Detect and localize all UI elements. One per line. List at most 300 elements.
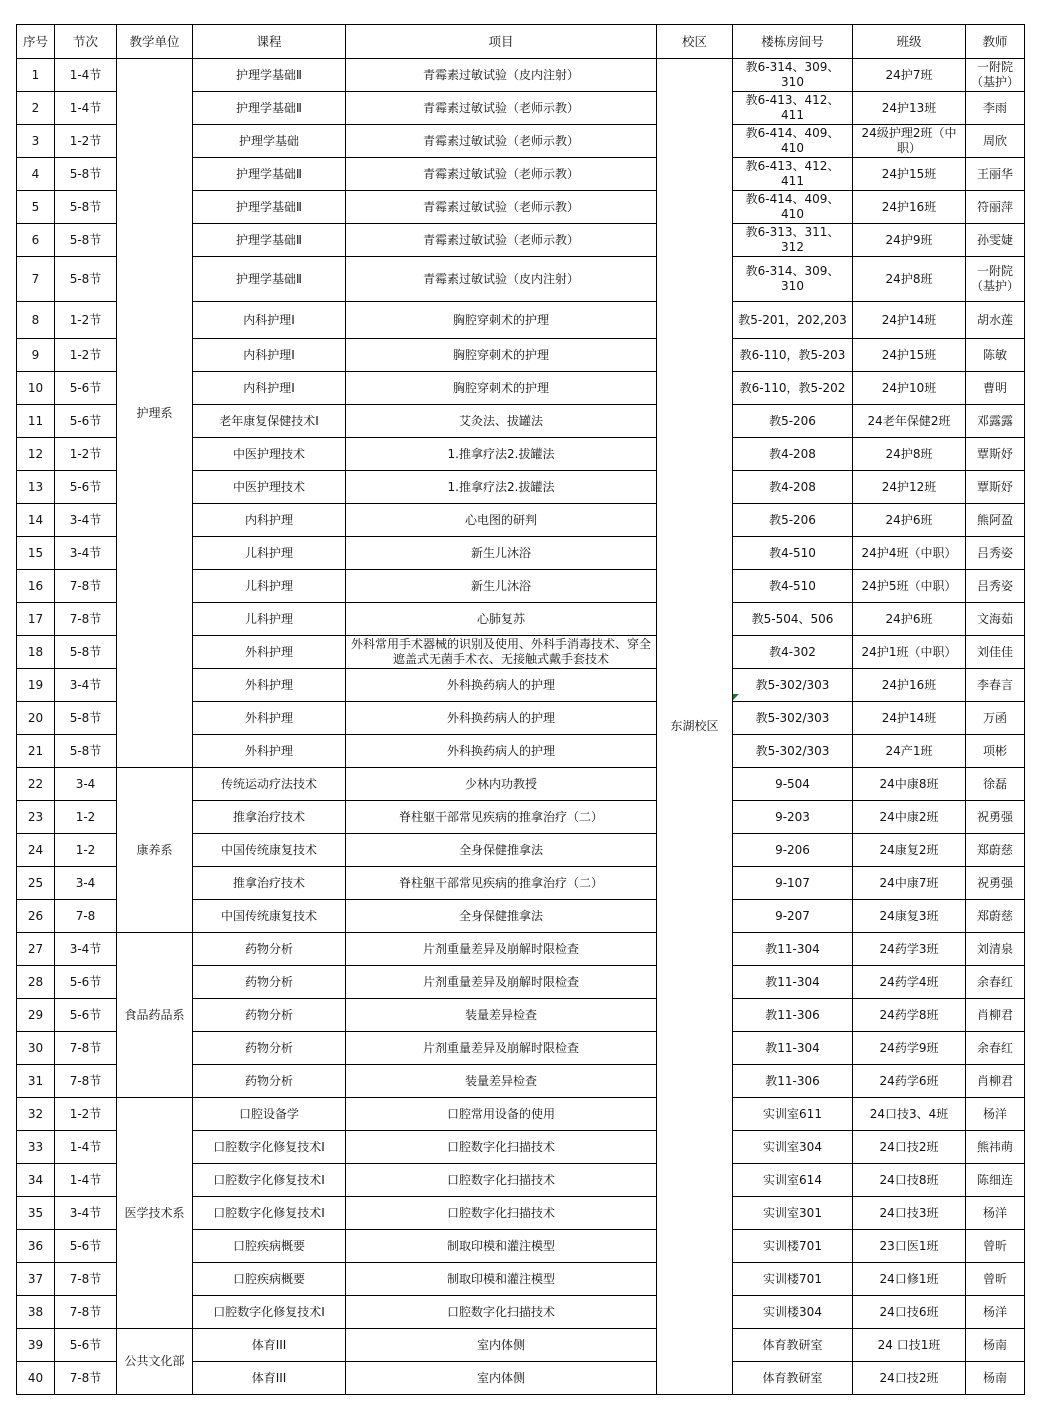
row-no-cell: 11 [17,405,55,438]
room-cell: 教5-504、506 [733,603,853,636]
course-cell: 内科护理I [193,372,346,405]
table-row [17,933,1025,966]
row-no-cell: 31 [17,1065,55,1098]
class-cell: 24护15班 [853,339,966,372]
course-cell: 护理学基础Ⅱ [193,92,346,125]
teacher-cell: 文海茹 [966,603,1025,636]
period-cell: 5-6节 [55,1329,117,1362]
teacher-cell: 肖柳君 [966,1065,1025,1098]
room-cell: 体育教研室 [733,1329,853,1362]
period-cell: 1-2 [55,834,117,867]
table-row [17,1098,1025,1131]
class-cell: 24护10班 [853,372,966,405]
course-cell: 内科护理 [193,504,346,537]
course-cell: 儿科护理 [193,603,346,636]
row-no-cell: 17 [17,603,55,636]
class-cell: 24护8班 [853,438,966,471]
teacher-cell: 祝勇强 [966,867,1025,900]
item-cell: 1.推拿疗法2.拔罐法 [346,438,657,471]
room-cell: 教6-110，教5-202 [733,372,853,405]
course-cell: 内科护理I [193,302,346,339]
unit-cell: 康养系 [117,768,193,933]
item-cell: 心肺复苏 [346,603,657,636]
room-cell: 教11-304 [733,966,853,999]
class-cell: 24护16班 [853,191,966,224]
teacher-cell: 曾昕 [966,1263,1025,1296]
class-cell: 24护5班（中职） [853,570,966,603]
table-row [17,1329,1025,1362]
teacher-cell: 覃斯妤 [966,471,1025,504]
header-campus: 校区 [657,25,733,59]
class-cell: 24中康7班 [853,867,966,900]
room-cell: 教5-302/303 [733,669,853,702]
room-cell: 9-207 [733,900,853,933]
class-cell: 24药学6班 [853,1065,966,1098]
row-no-cell: 1 [17,59,55,92]
teacher-cell: 一附院（基护） [966,257,1025,302]
period-cell: 7-8节 [55,1065,117,1098]
item-cell: 口腔常用设备的使用 [346,1098,657,1131]
room-cell: 教11-306 [733,999,853,1032]
teacher-cell: 杨洋 [966,1197,1025,1230]
room-cell: 教6-413、412、411 [733,92,853,125]
row-no-cell: 14 [17,504,55,537]
course-cell: 护理学基础Ⅱ [193,158,346,191]
row-no-cell: 23 [17,801,55,834]
room-cell: 教5-206 [733,504,853,537]
row-no-cell: 32 [17,1098,55,1131]
class-cell: 24康复2班 [853,834,966,867]
row-no-cell: 21 [17,735,55,768]
teacher-cell: 熊阿盈 [966,504,1025,537]
item-cell: 装量差异检查 [346,999,657,1032]
item-cell: 全身保健推拿法 [346,834,657,867]
item-cell: 青霉素过敏试验（老师示教） [346,191,657,224]
teacher-cell: 肖柳君 [966,999,1025,1032]
class-cell: 24护4班（中职） [853,537,966,570]
header-row [17,25,1025,59]
period-cell: 7-8节 [55,1263,117,1296]
period-cell: 7-8节 [55,1296,117,1329]
room-cell: 教6-110，教5-203 [733,339,853,372]
teacher-cell: 孙雯婕 [966,224,1025,257]
item-cell: 胸腔穿刺术的护理 [346,372,657,405]
course-cell: 推拿治疗技术 [193,867,346,900]
row-no-cell: 2 [17,92,55,125]
teacher-cell: 郑蔚慈 [966,834,1025,867]
item-cell: 外科换药病人的护理 [346,702,657,735]
teacher-cell: 杨南 [966,1329,1025,1362]
row-no-cell: 16 [17,570,55,603]
period-cell: 1-2 [55,801,117,834]
period-cell: 7-8 [55,900,117,933]
class-cell: 24护12班 [853,471,966,504]
period-cell: 5-8节 [55,191,117,224]
header-no: 序号 [17,25,55,59]
course-cell: 口腔疾病概要 [193,1230,346,1263]
class-cell: 24护1班（中职） [853,636,966,669]
period-cell: 5-6节 [55,999,117,1032]
teacher-cell: 熊祎萌 [966,1131,1025,1164]
course-cell: 外科护理 [193,669,346,702]
row-no-cell: 28 [17,966,55,999]
room-cell: 教5-201，202,203 [733,302,853,339]
course-cell: 护理学基础Ⅱ [193,257,346,302]
class-cell: 24康复3班 [853,900,966,933]
teacher-cell: 刘清泉 [966,933,1025,966]
item-cell: 片剂重量差异及崩解时限检查 [346,966,657,999]
teacher-cell: 杨洋 [966,1296,1025,1329]
item-cell: 新生儿沐浴 [346,537,657,570]
item-cell: 艾灸法、拔罐法 [346,405,657,438]
course-cell: 药物分析 [193,1065,346,1098]
cell-comment-marker [733,694,739,700]
period-cell: 5-8节 [55,224,117,257]
teacher-cell: 徐磊 [966,768,1025,801]
row-no-cell: 40 [17,1362,55,1395]
room-cell: 教6-314、309、310 [733,257,853,302]
item-cell: 青霉素过敏试验（老师示教） [346,224,657,257]
item-cell: 装量差异检查 [346,1065,657,1098]
row-no-cell: 37 [17,1263,55,1296]
course-cell: 中医护理技术 [193,438,346,471]
course-cell: 口腔数字化修复技术I [193,1131,346,1164]
period-cell: 5-8节 [55,636,117,669]
course-cell: 护理学基础 [193,125,346,158]
header-item: 项目 [346,25,657,59]
course-cell: 外科护理 [193,636,346,669]
item-cell: 外科常用手术器械的识别及使用、外科手消毒技术、穿全遮盖式无菌手术衣、无接触式戴手套技术 [346,636,657,669]
class-cell: 24护16班 [853,669,966,702]
table-body [17,59,1025,1395]
item-cell: 胸腔穿刺术的护理 [346,302,657,339]
course-cell: 口腔数字化修复技术I [193,1197,346,1230]
room-cell: 教4-510 [733,537,853,570]
room-cell: 9-504 [733,768,853,801]
class-cell: 24口技3班 [853,1197,966,1230]
row-no-cell: 39 [17,1329,55,1362]
item-cell: 青霉素过敏试验（皮内注射） [346,59,657,92]
course-cell: 老年康复保健技术I [193,405,346,438]
row-no-cell: 24 [17,834,55,867]
period-cell: 5-6节 [55,372,117,405]
course-cell: 药物分析 [193,933,346,966]
room-cell: 实训室304 [733,1131,853,1164]
room-cell: 教4-302 [733,636,853,669]
room-cell: 教4-510 [733,570,853,603]
row-no-cell: 38 [17,1296,55,1329]
room-cell: 教6-413、412、411 [733,158,853,191]
table-row [17,768,1025,801]
row-no-cell: 8 [17,302,55,339]
class-cell: 24口技3、4班 [853,1098,966,1131]
course-cell: 体育III [193,1362,346,1395]
course-cell: 传统运动疗法技术 [193,768,346,801]
room-cell: 实训室614 [733,1164,853,1197]
teacher-cell: 一附院（基护） [966,59,1025,92]
period-cell: 3-4 [55,768,117,801]
room-cell: 教4-208 [733,471,853,504]
teacher-cell: 余春红 [966,1032,1025,1065]
row-no-cell: 36 [17,1230,55,1263]
teacher-cell: 李雨 [966,92,1025,125]
table-row [17,59,1025,92]
period-cell: 5-8节 [55,257,117,302]
item-cell: 新生儿沐浴 [346,570,657,603]
item-cell: 室内体侧 [346,1329,657,1362]
row-no-cell: 5 [17,191,55,224]
class-cell: 24中康8班 [853,768,966,801]
room-cell: 教11-304 [733,1032,853,1065]
teacher-cell: 邓露露 [966,405,1025,438]
teacher-cell: 李春言 [966,669,1025,702]
room-cell: 9-206 [733,834,853,867]
row-no-cell: 27 [17,933,55,966]
period-cell: 1-4节 [55,1131,117,1164]
teacher-cell: 郑蔚慈 [966,900,1025,933]
teacher-cell: 陈细连 [966,1164,1025,1197]
teacher-cell: 覃斯妤 [966,438,1025,471]
course-cell: 口腔数字化修复技术I [193,1296,346,1329]
period-cell: 1-2节 [55,1098,117,1131]
room-cell: 教6-314、309、310 [733,59,853,92]
unit-cell: 医学技术系 [117,1098,193,1329]
row-no-cell: 3 [17,125,55,158]
unit-cell: 食品药品系 [117,933,193,1098]
class-cell: 24老年保健2班 [853,405,966,438]
class-cell: 24口技2班 [853,1131,966,1164]
course-cell: 护理学基础Ⅱ [193,59,346,92]
class-cell: 24药学8班 [853,999,966,1032]
item-cell: 外科换药病人的护理 [346,669,657,702]
period-cell: 3-4节 [55,537,117,570]
class-cell: 24级护理2班（中职） [853,125,966,158]
class-cell: 24药学4班 [853,966,966,999]
teacher-cell: 万函 [966,702,1025,735]
room-cell: 教11-304 [733,933,853,966]
item-cell: 少林内功教授 [346,768,657,801]
teacher-cell: 祝勇强 [966,801,1025,834]
period-cell: 3-4节 [55,1197,117,1230]
row-no-cell: 30 [17,1032,55,1065]
class-cell: 24护14班 [853,702,966,735]
item-cell: 口腔数字化扫描技术 [346,1131,657,1164]
room-cell: 教5-302/303 [733,735,853,768]
course-cell: 外科护理 [193,735,346,768]
header-teacher: 教师 [966,25,1025,59]
item-cell: 心电图的研判 [346,504,657,537]
row-no-cell: 7 [17,257,55,302]
course-cell: 体育III [193,1329,346,1362]
item-cell: 1.推拿疗法2.拔罐法 [346,471,657,504]
period-cell: 5-6节 [55,405,117,438]
course-cell: 口腔设备学 [193,1098,346,1131]
course-cell: 药物分析 [193,966,346,999]
period-cell: 1-4节 [55,59,117,92]
period-cell: 5-8节 [55,735,117,768]
item-cell: 脊柱躯干部常见疾病的推拿治疗（二） [346,867,657,900]
item-cell: 胸腔穿刺术的护理 [346,339,657,372]
course-cell: 内科护理I [193,339,346,372]
item-cell: 片剂重量差异及崩解时限检查 [346,1032,657,1065]
period-cell: 3-4节 [55,504,117,537]
room-cell: 9-203 [733,801,853,834]
item-cell: 青霉素过敏试验（老师示教） [346,125,657,158]
course-cell: 口腔数字化修复技术I [193,1164,346,1197]
period-cell: 7-8节 [55,1362,117,1395]
room-cell: 实训楼701 [733,1263,853,1296]
campus-cell: 东湖校区 [657,59,733,1395]
class-cell: 24护6班 [853,603,966,636]
course-cell: 中国传统康复技术 [193,900,346,933]
header-room: 楼栋房间号 [733,25,853,59]
period-cell: 5-8节 [55,158,117,191]
header-unit: 教学单位 [117,25,193,59]
row-no-cell: 15 [17,537,55,570]
row-no-cell: 34 [17,1164,55,1197]
period-cell: 5-6节 [55,966,117,999]
period-cell: 1-2节 [55,339,117,372]
teacher-cell: 吕秀姿 [966,537,1025,570]
teacher-cell: 杨洋 [966,1098,1025,1131]
period-cell: 5-8节 [55,702,117,735]
row-no-cell: 33 [17,1131,55,1164]
room-cell: 教5-206 [733,405,853,438]
period-cell: 1-4节 [55,92,117,125]
teacher-cell: 余春红 [966,966,1025,999]
teacher-cell: 陈敏 [966,339,1025,372]
row-no-cell: 22 [17,768,55,801]
course-cell: 口腔疾病概要 [193,1263,346,1296]
course-cell: 中国传统康复技术 [193,834,346,867]
unit-cell: 公共文化部 [117,1329,193,1395]
room-cell: 教4-208 [733,438,853,471]
class-cell: 24 口技1班 [853,1329,966,1362]
item-cell: 片剂重量差异及崩解时限检查 [346,933,657,966]
header-course: 课程 [193,25,346,59]
row-no-cell: 9 [17,339,55,372]
teacher-cell: 吕秀姿 [966,570,1025,603]
room-cell: 实训室301 [733,1197,853,1230]
period-cell: 3-4节 [55,669,117,702]
room-cell: 教11-306 [733,1065,853,1098]
row-no-cell: 29 [17,999,55,1032]
period-cell: 7-8节 [55,1032,117,1065]
class-cell: 24护15班 [853,158,966,191]
room-cell: 9-107 [733,867,853,900]
room-cell: 教6-313、311、312 [733,224,853,257]
row-no-cell: 26 [17,900,55,933]
period-cell: 5-6节 [55,1230,117,1263]
row-no-cell: 6 [17,224,55,257]
item-cell: 脊柱躯干部常见疾病的推拿治疗（二） [346,801,657,834]
class-cell: 23口医1班 [853,1230,966,1263]
item-cell: 口腔数字化扫描技术 [346,1296,657,1329]
teacher-cell: 王丽华 [966,158,1025,191]
class-cell: 24产1班 [853,735,966,768]
item-cell: 青霉素过敏试验（老师示教） [346,92,657,125]
course-cell: 外科护理 [193,702,346,735]
schedule-table [16,24,1025,1395]
item-cell: 青霉素过敏试验（老师示教） [346,158,657,191]
class-cell: 24护14班 [853,302,966,339]
row-no-cell: 25 [17,867,55,900]
row-no-cell: 12 [17,438,55,471]
teacher-cell: 杨南 [966,1362,1025,1395]
item-cell: 制取印模和灌注模型 [346,1263,657,1296]
room-cell: 实训楼304 [733,1296,853,1329]
room-cell: 实训楼701 [733,1230,853,1263]
row-no-cell: 13 [17,471,55,504]
room-cell: 教6-414、409、410 [733,191,853,224]
row-no-cell: 19 [17,669,55,702]
room-cell: 教5-302/303 [733,702,853,735]
item-cell: 口腔数字化扫描技术 [346,1197,657,1230]
header-class: 班级 [853,25,966,59]
row-no-cell: 18 [17,636,55,669]
room-cell: 实训室611 [733,1098,853,1131]
period-cell: 1-2节 [55,125,117,158]
teacher-cell: 曹明 [966,372,1025,405]
class-cell: 24药学3班 [853,933,966,966]
class-cell: 24中康2班 [853,801,966,834]
room-cell: 体育教研室 [733,1362,853,1395]
class-cell: 24护9班 [853,224,966,257]
course-cell: 护理学基础Ⅱ [193,191,346,224]
teacher-cell: 胡水莲 [966,302,1025,339]
class-cell: 24口技2班 [853,1362,966,1395]
room-cell: 教6-414、409、410 [733,125,853,158]
item-cell: 制取印模和灌注模型 [346,1230,657,1263]
period-cell: 7-8节 [55,603,117,636]
class-cell: 24口技6班 [853,1296,966,1329]
item-cell: 室内体侧 [346,1362,657,1395]
course-cell: 药物分析 [193,1032,346,1065]
period-cell: 3-4节 [55,933,117,966]
course-cell: 中医护理技术 [193,471,346,504]
teacher-cell: 曾昕 [966,1230,1025,1263]
class-cell: 24护13班 [853,92,966,125]
class-cell: 24口修1班 [853,1263,966,1296]
item-cell: 口腔数字化扫描技术 [346,1164,657,1197]
period-cell: 1-4节 [55,1164,117,1197]
course-cell: 护理学基础Ⅱ [193,224,346,257]
class-cell: 24口技8班 [853,1164,966,1197]
item-cell: 青霉素过敏试验（皮内注射） [346,257,657,302]
course-cell: 药物分析 [193,999,346,1032]
class-cell: 24护7班 [853,59,966,92]
teacher-cell: 项彬 [966,735,1025,768]
teacher-cell: 周欣 [966,125,1025,158]
item-cell: 全身保健推拿法 [346,900,657,933]
course-cell: 推拿治疗技术 [193,801,346,834]
header-period: 节次 [55,25,117,59]
period-cell: 3-4 [55,867,117,900]
period-cell: 7-8节 [55,570,117,603]
teacher-cell: 刘佳佳 [966,636,1025,669]
row-no-cell: 35 [17,1197,55,1230]
period-cell: 1-2节 [55,438,117,471]
teacher-cell: 符丽萍 [966,191,1025,224]
class-cell: 24药学9班 [853,1032,966,1065]
row-no-cell: 20 [17,702,55,735]
class-cell: 24护8班 [853,257,966,302]
row-no-cell: 10 [17,372,55,405]
course-cell: 儿科护理 [193,570,346,603]
item-cell: 外科换药病人的护理 [346,735,657,768]
period-cell: 1-2节 [55,302,117,339]
class-cell: 24护6班 [853,504,966,537]
